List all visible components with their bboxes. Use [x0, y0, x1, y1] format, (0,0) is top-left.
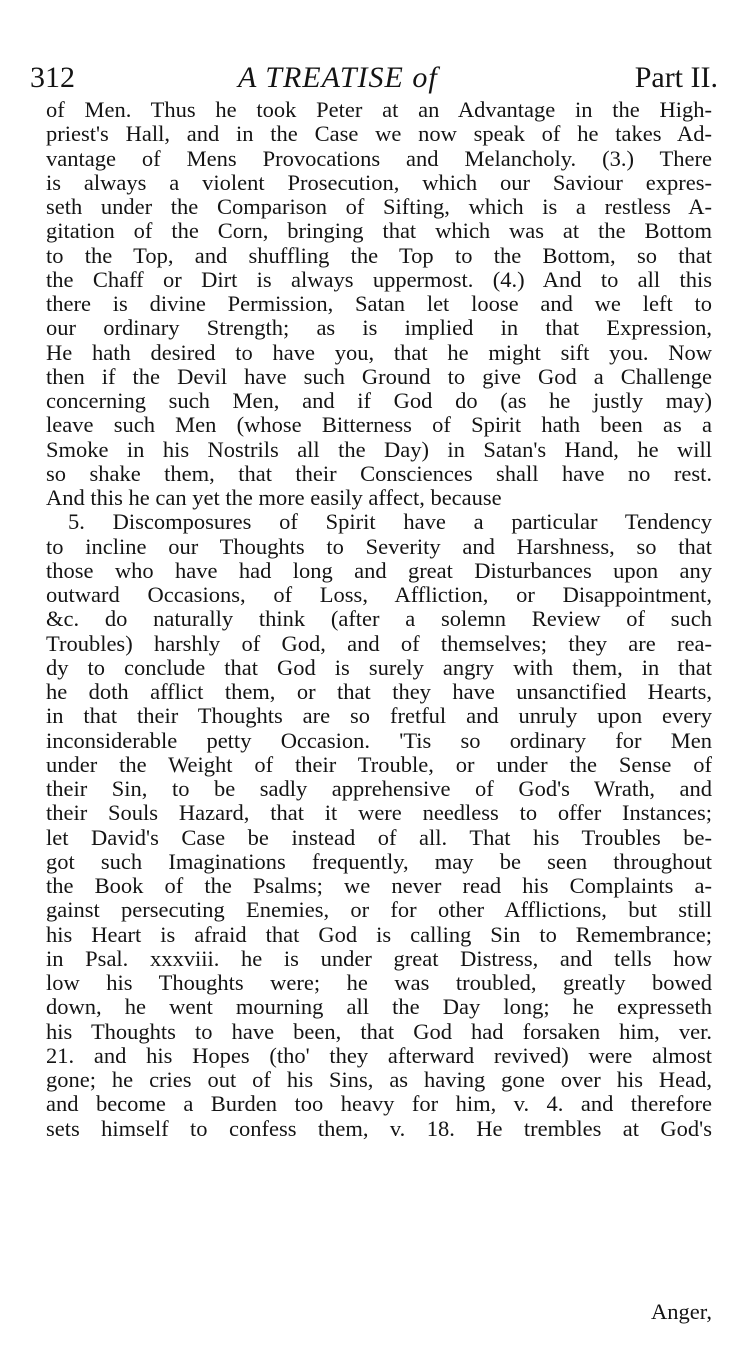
text-line: gainst persecuting Enemies, or for other Afflictions, but still [46, 897, 712, 923]
text-line: the Chaff or Dirt is always uppermost. (4.) And to all this [46, 266, 712, 292]
text-line: sets himself to confess them, v. 18. He trembles at God's [46, 1115, 712, 1141]
text-line: in Psal. xxxviii. he is under great Distress, and tells how [46, 945, 712, 971]
text-line: inconsiderable petty Occasion. 'Tis so ordinary for Men [46, 727, 712, 753]
text-line: his Heart is afraid that God is calling Sin to Remembrance; [46, 921, 712, 947]
text-line: in that their Thoughts are so fretful and unruly upon every [46, 703, 712, 729]
text-line: low his Thoughts were; he was troubled, greatly bowed [46, 970, 712, 995]
part-label: Part II. [634, 61, 718, 94]
text-line: to incline our Thoughts to Severity and Harshness, so that [46, 533, 712, 559]
text-line: seth under the Comparison of Sifting, which is a restless A- [46, 194, 712, 219]
text-line: to the Top, and shuffling the Top to the Bottom, so that [46, 242, 712, 268]
running-title: A TREATISE of [238, 61, 438, 94]
text-line: he doth afflict them, or that they have unsanctified Hearts, [46, 679, 712, 704]
text-line: priest's Hall, and in the Case we now speak of he takes Ad- [46, 121, 712, 147]
catchword: Anger, [651, 1299, 712, 1324]
body-text [46, 98, 712, 1141]
text-line: leave such Men (whose Bitterness of Spirit hath been as a [46, 412, 712, 438]
text-line: He hath desired to have you, that he might sift you. Now [46, 339, 712, 365]
text-line: Smoke in his Nostrils all the Day) in Satan's Hand, he will [46, 436, 712, 462]
page-number: 312 [30, 61, 75, 94]
text-line: under the Weight of their Trouble, or under the Sense of [46, 751, 712, 777]
text-line: let David's Case be instead of all. That his Troubles be- [46, 824, 712, 850]
text-line: concerning such Men, and if God do (as he justly may) [46, 388, 712, 413]
text-line: gitation of the Corn, bringing that which was at the Bottom [46, 218, 712, 244]
text-line: 21. and his Hopes (tho' they afterward revived) were almost [46, 1042, 712, 1068]
text-line: the Book of the Psalms; we never read his Complaints a- [46, 873, 712, 898]
text-line: dy to conclude that God is surely angry with them, in that [46, 654, 712, 680]
text-line: is always a violent Prosecution, which our Saviour expres- [46, 169, 712, 195]
text-line: there is divine Permission, Satan let loose and we left to [46, 291, 712, 316]
text-line: outward Occasions, of Loss, Affliction, or Disappointment, [46, 582, 712, 607]
text-line: gone; he cries out of his Sins, as having gone over his Head, [46, 1067, 712, 1092]
text-line: and become a Burden too heavy for him, v. 4. and therefore [46, 1091, 712, 1117]
text-line: vantage of Mens Provocations and Melancholy. (3.) There [46, 145, 712, 171]
text-line: down, he went mourning all the Day long; he expresseth [46, 994, 712, 1020]
text-line: so shake them, that their Consciences shall have no rest. [46, 460, 712, 486]
text-line: those who have had long and great Disturbances upon any [46, 557, 712, 583]
text-line: of Men. Thus he took Peter at an Advantage in the High- [46, 97, 712, 122]
text-line: our ordinary Strength; as is implied in that Expression, [46, 315, 712, 341]
text-line: then if the Devil have such Ground to give God a Challenge [46, 363, 712, 389]
text-line: &c. do naturally think (after a solemn Review of such [46, 606, 712, 632]
text-line: Troubles) harshly of God, and of themselves; they are rea- [46, 630, 712, 656]
text-line: got such Imaginations frequently, may be seen throughout [46, 848, 712, 874]
running-header [30, 58, 718, 98]
text-line: their Souls Hazard, that it were needless to offer Instances; [46, 800, 712, 826]
text-line: 5. Discomposures of Spirit have a particular Tendency [68, 509, 712, 535]
text-line: And this he can yet the more easily affect, because [46, 485, 502, 510]
text-line: his Thoughts to have been, that God had forsaken him, ver. [46, 1018, 712, 1044]
text-line: their Sin, to be sadly apprehensive of God's Wrath, and [46, 776, 712, 801]
